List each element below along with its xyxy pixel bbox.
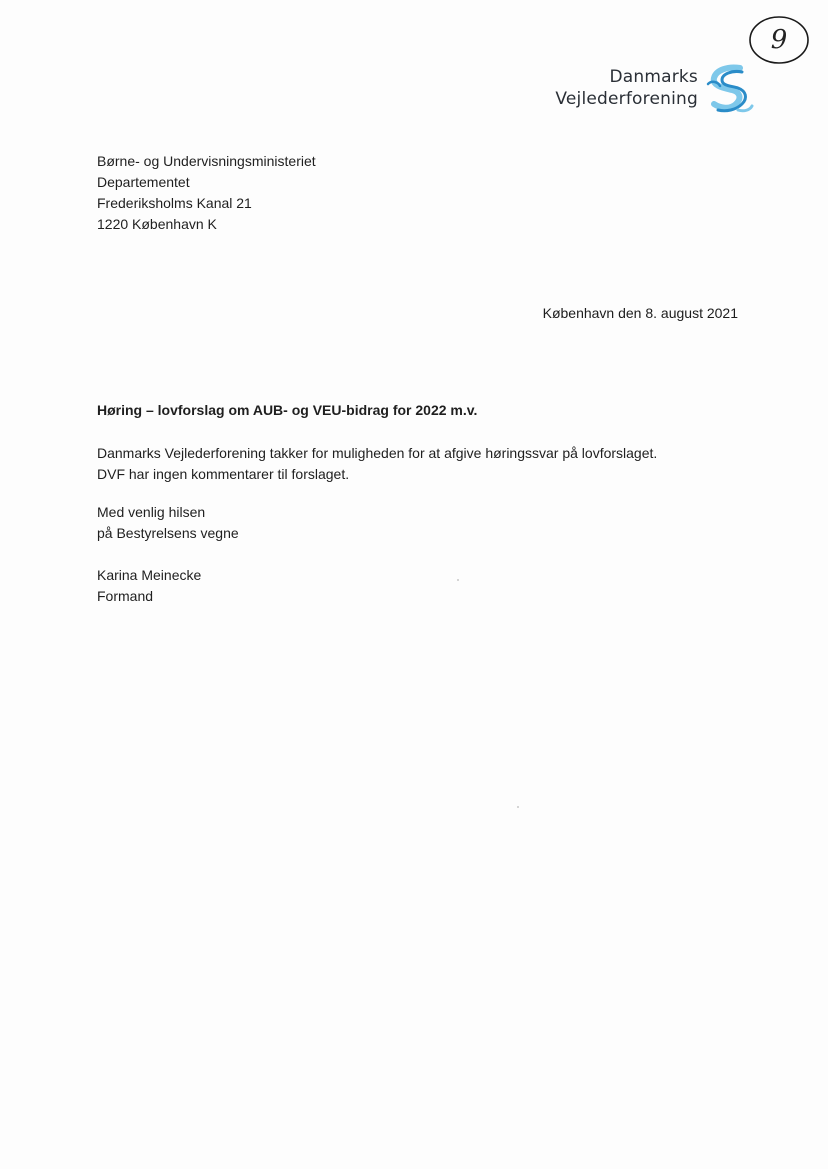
scan-speck: [457, 579, 459, 581]
letter-subject: [97, 400, 477, 421]
logo-line-2: Vejlederforening: [555, 89, 698, 109]
recipient-line-2: Departementet: [97, 174, 190, 190]
logo-line-1: Danmarks: [609, 67, 698, 87]
closing-line-1: Med venlig hilsen: [97, 504, 206, 520]
recipient-line-1: Børne- og Undervisningsministeriet: [97, 153, 316, 169]
organization-logo: [520, 62, 760, 118]
signature-title: Formand: [97, 588, 154, 604]
scan-speck: [517, 806, 519, 808]
body-line-2: DVF har ingen kommentarer til forslaget.: [97, 466, 350, 482]
recipient-address: [97, 151, 316, 235]
letter-signature: [97, 565, 201, 607]
page-mark-number: 9: [770, 25, 788, 55]
letter-date: København den 8. august 2021: [542, 305, 738, 321]
recipient-line-4: 1220 København K: [97, 216, 217, 232]
letter-body: [97, 443, 657, 485]
letter-closing: [97, 502, 239, 544]
recipient-line-3: Frederiksholms Kanal 21: [97, 195, 252, 211]
signature-name: Karina Meinecke: [97, 567, 202, 583]
closing-line-2: på Bestyrelsens vegne: [97, 525, 239, 541]
logo-text: [555, 66, 698, 110]
handwritten-page-mark: [748, 14, 810, 66]
body-line-1: Danmarks Vejlederforening takker for muligheden for at afgive høringssvar på lovforslaget.: [97, 445, 658, 461]
wave-s-logo-icon: [702, 64, 756, 116]
subject-line: Høring – lovforslag om AUB- og VEU-bidrag for 2022 m.v.: [97, 402, 478, 418]
